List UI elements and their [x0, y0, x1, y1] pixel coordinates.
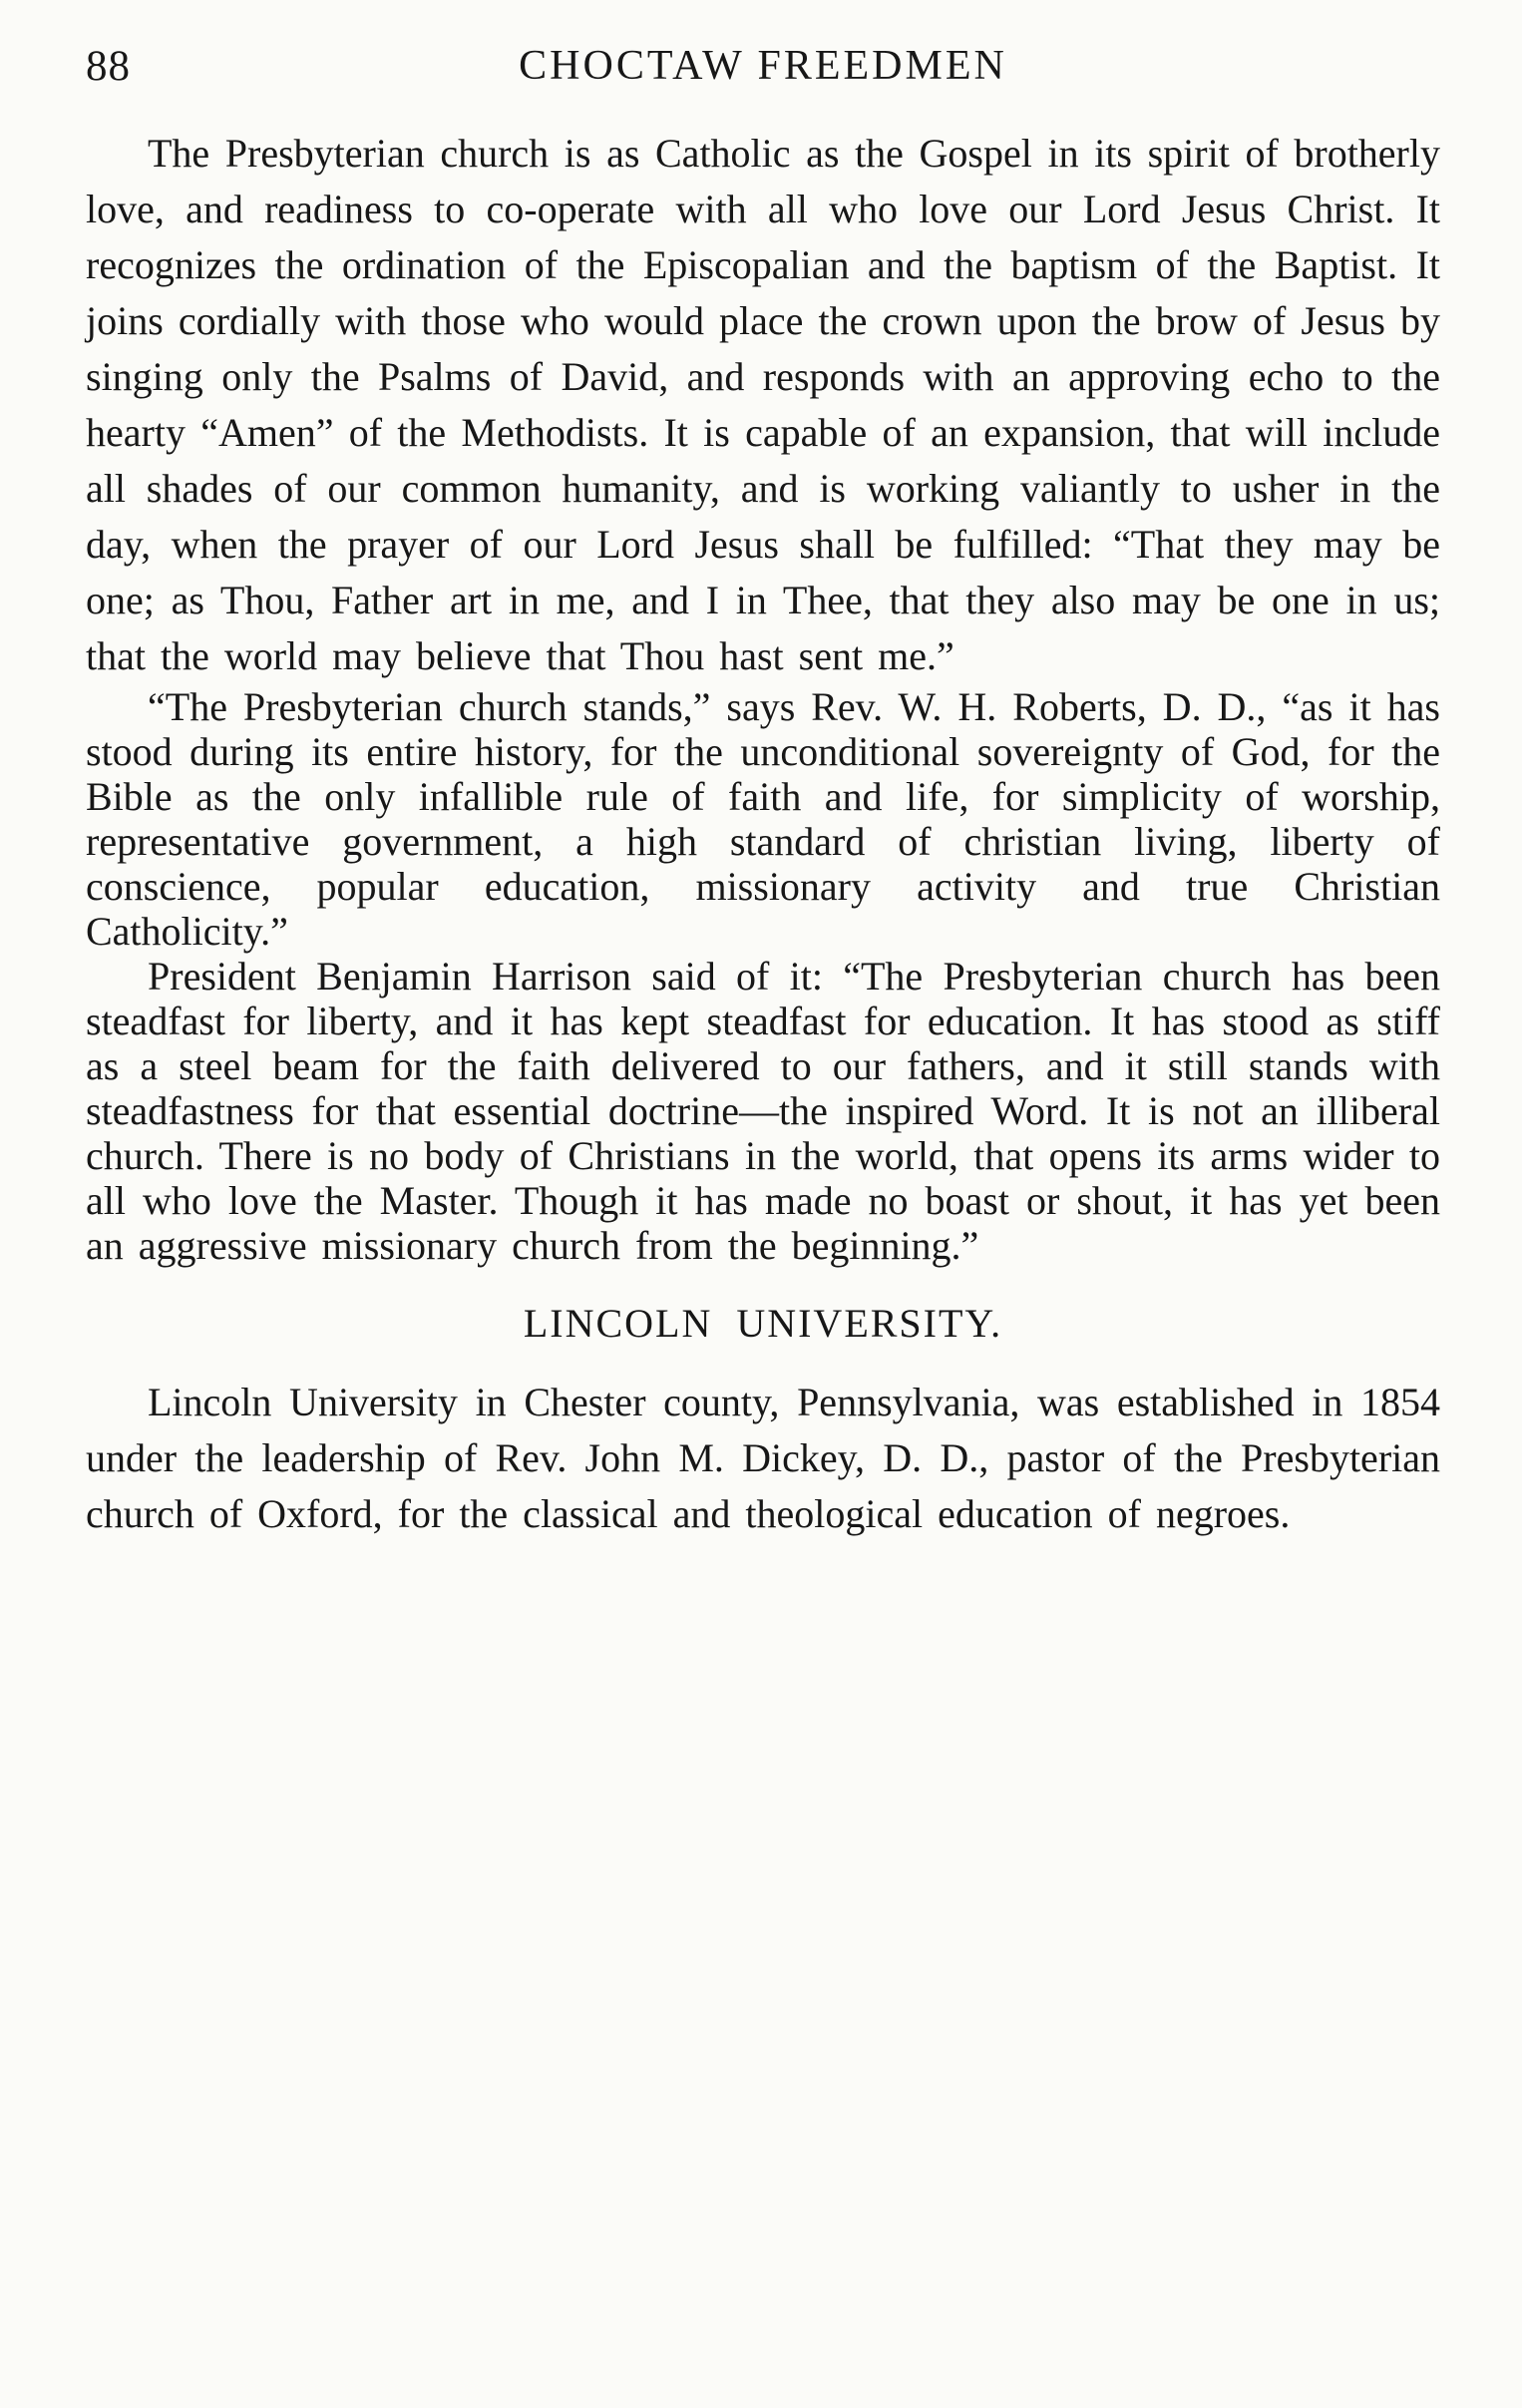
paragraph-harrison-quote: President Benjamin Harrison said of it: “The Presbyterian church has been steadfast for liberty, and it has kept steadfast for education. It has stood as stiff as a steel beam for the faith delivered to our fathers, and it still stands with steadfastness for that essential doctrine—the inspired Word. It is not an illiberal church. There is no body of Christians in the world, that opens its arms wider to all who love the Master. Though it has made no boast or shout, it has yet been an aggressive missionary church from the beginning.”	[86, 954, 1440, 1268]
section-heading-lincoln-university: LINCOLN UNIVERSITY.	[523, 1301, 1003, 1346]
paragraph-presbyterian-catholic: The Presbyterian church is as Catholic as the Gospel in its spirit of brotherly love, and readiness to co-operate with all who love our Lord Jesus Christ. It recognizes the ordination of the Episcopalian and the baptism of the Baptist. It joins cordially with those who would place the crown upon the brow of Jesus by singing only the Psalms of David, and responds with an approving echo to the hearty “Amen” of the Methodists. It is capable of an expansion, that will include all shades of our common humanity, and is working valiantly to usher in the day, when the prayer of our Lord Jesus shall be fulfilled: “That they may be one; as Thou, Father art in me, and I in Thee, that they also may be one in us; that the world may believe that Thou hast sent me.”	[86, 131, 1440, 678]
page-number: 88	[86, 43, 131, 90]
paragraph-lincoln-university: Lincoln University in Chester county, Pennsylvania, was established in 1854 under the leadership of Rev. John M. Dickey, D. D., pastor of the Presbyterian church of Oxford, for the classical and theological education of negroes.	[86, 1380, 1440, 1536]
paragraph-roberts-quote: “The Presbyterian church stands,” says Rev. W. H. Roberts, D. D., “as it has stood during its entire history, for the unconditional sovereignty of God, for the Bible as the only infallible rule of faith and life, for simplicity of worship, representative government, a high standard of christian living, liberty of conscience, popular education, missionary activity and true Christian Catholicity.”	[86, 684, 1440, 954]
page-header	[86, 42, 1440, 100]
running-title: CHOCTAW FREEDMEN	[519, 43, 1007, 89]
